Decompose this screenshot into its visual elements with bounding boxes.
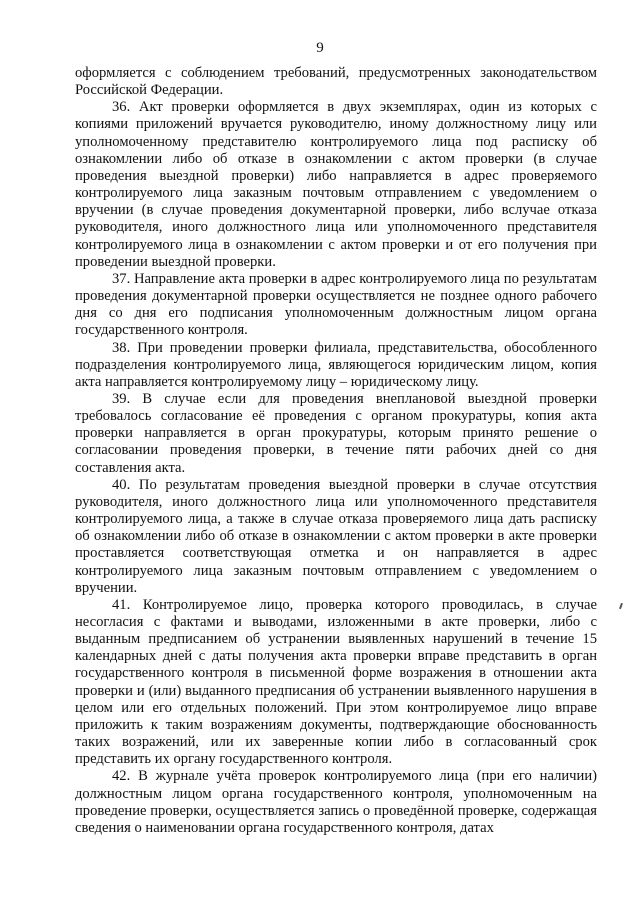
paragraph-38: 38. При проведении проверки филиала, представительства, обособленного подразделения контролируемого лица, являющегося юридическим лицом, копия акта направляется контролируемому лицу – юридическому лицу. — [75, 339, 597, 390]
paragraph-42: 42. В журнале учёта проверок контролируемого лица (при его наличии) должностным лицом органа государственного контроля, уполномоченным на проведение проверки, осуществляется запись о проведённой проверке, содержащая сведения о наименовании органа государственного контроля, датах — [75, 768, 597, 836]
scan-speck — [619, 603, 623, 609]
paragraph-continuation: оформляется с соблюдением требований, предусмотренных законодательством Российской Федерации. — [75, 65, 597, 99]
paragraph-39: 39. В случае если для проведения внеплановой выездной проверки требовалось согласование её проведения с органом прокуратуры, копия акта проверки направляется в орган прокуратуры, которым принято решение о согласовании проведения проверки, в течение пяти рабочих дней со дня составления акта. — [75, 390, 597, 476]
paragraph-37: 37. Направление акта проверки в адрес контролируемого лица по результатам проведения документарной проверки осуществляется не позднее одного рабочего дня со дня его подписания уполномоченным должностным лицом органа государственного контроля. — [75, 270, 597, 339]
paragraph-41: 41. Контролируемое лицо, проверка которого проводилась, в случае несогласия с фактами и выводами, изложенными в акте проверки, либо с выданным предписанием об устранении выявленных нарушений в течение 15 календарных дней с даты получения акта проверки вправе представить в орган государственного контроля в письменной форме возражения в отношении акта проверки и (или) выданного предписания об устранении выявленного нарушения в целом или его отдельных положений. При этом контролируемое лицо вправе приложить к таким возражениям документы, подтверждающие обоснованность таких возражений, или их заверенные копии либо в согласованный срок представить их органу государственного контроля. — [75, 596, 597, 768]
paragraph-36: 36. Акт проверки оформляется в двух экземплярах, один из которых с копиями приложений вручается руководителю, иному должностному лицу или уполномоченному представителю контролируемого лица под расписку об ознакомлении либо об отказе в ознакомлении с актом проверки (в случае проведения выездной проверки) либо направляется в адрес проверяемого контролируемого лица заказным почтовым отправлением с уведомлением о вручении (в случае проведения документарной проверки, либо вслучае отказа руководителя, иного должностного лица или уполномоченного представителя контролируемого лица в ознакомлении с актом проверки и от его получения при проведении выездной проверки. — [75, 99, 597, 270]
document-body — [75, 65, 597, 837]
paragraph-40: 40. По результатам проведения выездной проверки в случае отсутствия руководителя, иного должностного лица или уполномоченного представителя контролируемого лица, а также в случае отказа проверяемого лица дать расписку об ознакомлении либо об отказе в ознакомлении с актом проверки в акте проверки проставляется соответствующая отметка и он направляется в адрес контролируемого лица заказным почтовым отправлением с уведомлением о вручении. — [75, 476, 597, 596]
page-number: 9 — [316, 40, 324, 56]
